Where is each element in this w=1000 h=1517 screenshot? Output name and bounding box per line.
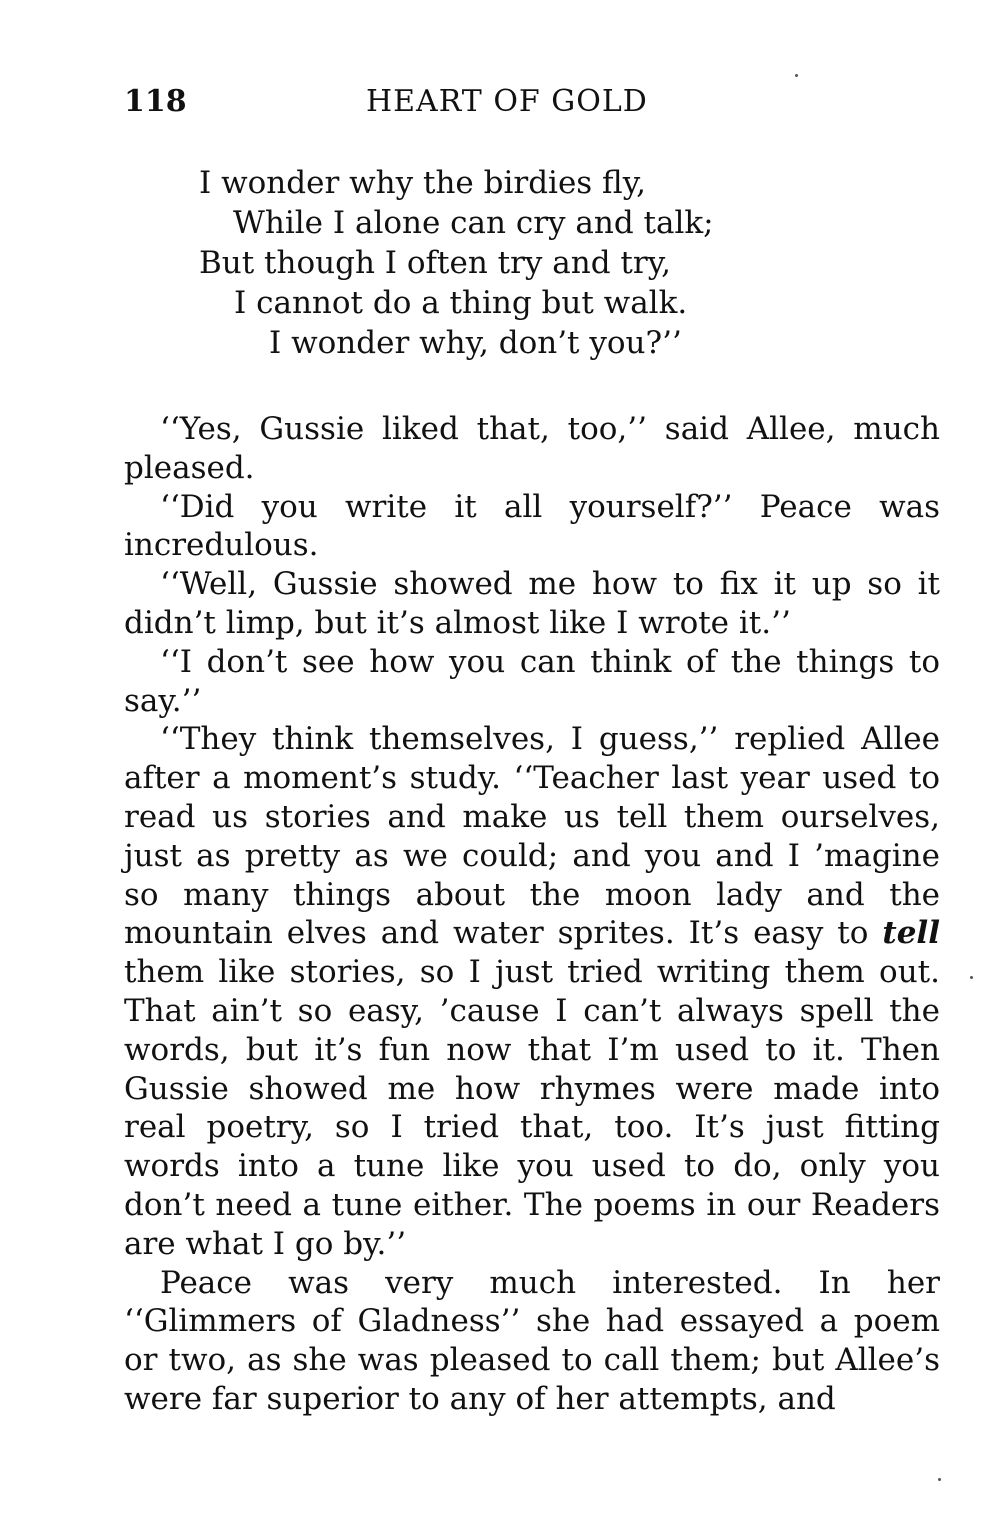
paragraph: Peace was very much interested. In her ‘‘Glimmers of Gladness’’ she had essayed a poem or two, as she was pleased to call them; but Allee’s were far superior to any of her attempts, and [124,1264,940,1417]
running-title: HEART OF GOLD [366,84,648,119]
paragraph: ‘‘Did you write it all yourself?’’ Peace was incredulous. [124,488,940,564]
paragraph: ‘‘I don’t see how you can think of the things to say.’’ [124,643,940,719]
poem-stanza [124,163,940,363]
poem-line: I cannot do a thing but walk. [234,285,688,321]
poem-line: But though I often try and try, [199,245,671,281]
paragraph-text: them like stories, so I just tried writing them out. That ain’t so easy, ’cause I can’t always spell the words, but it’s fun now that I’m used to it. Then Gussie showed me how rhymes were made into real poetry, so I tried that, too. It’s just fitting words into a tune like you used to do, only you don’t need a tune either. The poems in our Readers are what I go by.’’ [124,954,940,1262]
poem-line: I wonder why the birdies fly, [199,165,646,201]
scan-speck [938,1478,941,1481]
scan-speck [970,976,973,979]
prose-body [124,410,940,1419]
paragraph [124,720,940,1263]
page-number: 118 [124,84,187,119]
paragraph: ‘‘Well, Gussie showed me how to fix it up so it didn’t limp, but it’s almost like I wrote it.’’ [124,566,940,641]
poem-line: While I alone can cry and talk; [233,205,714,241]
scan-speck [795,74,798,77]
paragraph: ‘‘Yes, Gussie liked that, too,’’ said Allee, much pleased. [124,411,940,486]
poem-line: I wonder why, don’t you?’’ [269,325,682,361]
paragraph-text: ‘‘They think themselves, I guess,’’ replied Allee after a moment’s study. ‘‘Teacher last year used to read us stories and make us tell them ourselves, just as pretty as we could; and you and I ’magine so many things about the moon lady and the mountain elves and water sprites. It’s easy to [124,721,940,952]
page-header [124,80,940,124]
emphasized-word: tell [882,915,940,952]
